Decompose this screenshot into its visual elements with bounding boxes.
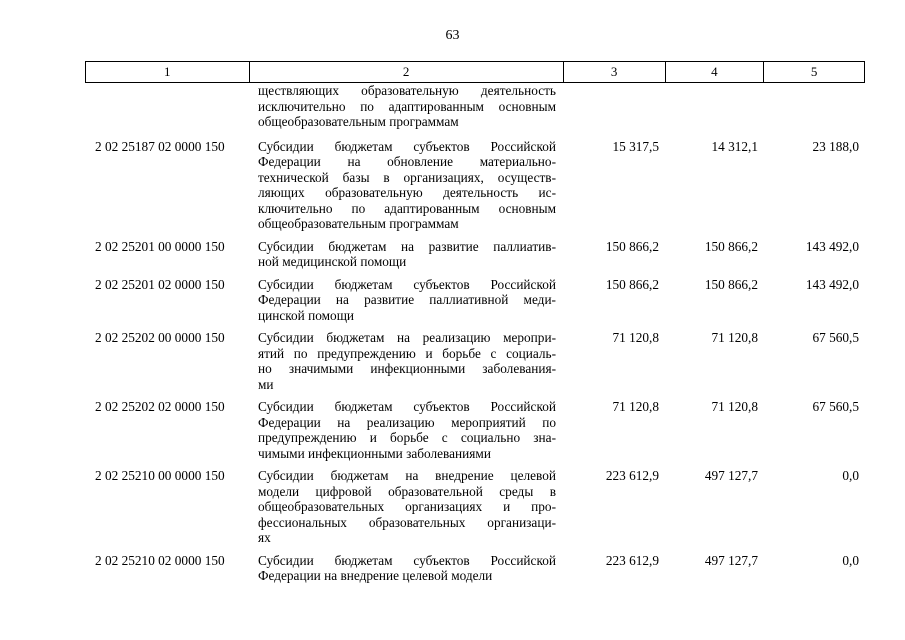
value-col-5: 0,0 — [842, 468, 859, 483]
budget-code: 2 02 25201 00 0000 150 — [95, 238, 225, 254]
value-col-4: 71 120,8 — [711, 330, 758, 345]
description-line: ключительно по адаптированным основным — [258, 200, 556, 216]
value-col-4: 497 127,7 — [704, 552, 758, 568]
value-col-5: 67 560,5 — [812, 399, 859, 414]
description-line: исключительно по адаптированным основным — [258, 98, 556, 114]
table-row — [85, 239, 865, 270]
column-header-4: 4 — [665, 62, 764, 82]
description-line: ляющих образовательную деятельность ис- — [258, 185, 556, 200]
value-col-4: 71 120,8 — [711, 399, 758, 414]
value-col-5: 143 492,0 — [805, 238, 859, 254]
description-line: чимыми инфекционными заболеваниями — [258, 445, 491, 461]
description-line: цинской помощи — [258, 307, 355, 323]
budget-table — [85, 61, 865, 591]
value-col-5: 67 560,5 — [812, 330, 859, 345]
table-row — [85, 553, 865, 584]
value-col-3: 223 612,9 — [605, 552, 659, 568]
description-line: Субсидии бюджетам субъектов Российской — [258, 138, 556, 154]
value-col-3 — [563, 83, 665, 130]
column-header-5: 5 — [763, 62, 864, 82]
value-col-5: 143 492,0 — [805, 276, 859, 292]
budget-code — [85, 83, 248, 130]
table-row — [85, 277, 865, 324]
description-line: технической базы в организациях, осуществ- — [258, 169, 556, 185]
description — [248, 239, 563, 270]
budget-code: 2 02 25210 00 0000 150 — [95, 468, 225, 483]
description — [248, 83, 563, 130]
value-col-4: 150 866,2 — [704, 276, 758, 292]
description-line: модели цифровой образовательной среды в — [258, 483, 556, 499]
value-col-5 — [764, 83, 865, 130]
description-line: Субсидии бюджетам на развитие паллиатив- — [258, 238, 556, 254]
value-col-3: 150 866,2 — [605, 276, 659, 292]
value-col-3: 15 317,5 — [612, 138, 659, 154]
description-line: общеобразовательным программам — [258, 114, 459, 129]
description-line: Субсидии бюджетам субъектов Российской — [258, 399, 556, 414]
description-line: фессиональных образовательных организаци- — [258, 514, 556, 530]
value-col-4: 497 127,7 — [704, 468, 758, 483]
value-col-5: 23 188,0 — [812, 138, 859, 154]
description-line: ной медицинской помощи — [258, 254, 407, 269]
column-header-1: 1 — [164, 64, 171, 79]
description-line: общеобразовательных организациях и про- — [258, 499, 556, 514]
table-row — [85, 399, 865, 461]
description-line: Субсидии бюджетам на внедрение целевой — [258, 468, 556, 483]
value-col-3: 150 866,2 — [605, 238, 659, 254]
budget-code: 2 02 25201 02 0000 150 — [95, 276, 225, 292]
table-body — [85, 83, 865, 584]
description-line: но значимыми инфекционными заболевания- — [258, 361, 556, 376]
description-line: Субсидии бюджетам на реализацию меропри- — [258, 330, 556, 345]
description-line: ми — [258, 376, 274, 392]
page-number: 63 — [445, 28, 460, 43]
description-line: Федерации на развитие паллиативной меди- — [258, 292, 556, 307]
description — [248, 139, 563, 232]
column-header-3: 3 — [563, 62, 665, 82]
description — [248, 330, 563, 392]
value-col-3: 223 612,9 — [605, 468, 659, 483]
description-line: Федерации на внедрение целевой модели — [258, 568, 493, 583]
value-col-3: 71 120,8 — [612, 399, 659, 414]
description-line: предупреждению и борьбе с социально зна- — [258, 430, 556, 445]
description — [248, 468, 563, 546]
table-row — [85, 468, 865, 546]
description-line: ях — [258, 530, 271, 545]
budget-code: 2 02 25202 02 0000 150 — [95, 399, 225, 414]
description-line: ятий по предупреждению и борьбе с социаль- — [258, 345, 556, 361]
value-col-4 — [665, 83, 764, 130]
table-row — [85, 330, 865, 392]
value-col-3: 71 120,8 — [612, 330, 659, 345]
table-row — [85, 139, 865, 232]
description-line: Субсидии бюджетам субъектов Российской — [258, 276, 556, 292]
column-header-2: 2 — [249, 62, 563, 82]
table-header-row — [85, 61, 865, 83]
value-col-5: 0,0 — [842, 552, 859, 568]
description — [248, 553, 563, 584]
description — [248, 399, 563, 461]
value-col-4: 14 312,1 — [711, 138, 758, 154]
description-line: Субсидии бюджетам субъектов Российской — [258, 552, 556, 568]
value-col-4: 150 866,2 — [704, 238, 758, 254]
description-line: Федерации на реализацию мероприятий по — [258, 414, 556, 430]
budget-code: 2 02 25202 00 0000 150 — [95, 330, 225, 345]
description-line: Федерации на обновление материально- — [258, 154, 556, 169]
description — [248, 277, 563, 324]
budget-code: 2 02 25187 02 0000 150 — [95, 138, 225, 154]
description-line: ществляющих образовательную деятельность — [258, 83, 556, 98]
table-row — [85, 83, 865, 130]
budget-code: 2 02 25210 02 0000 150 — [95, 552, 225, 568]
description-line: общеобразовательным программам — [258, 216, 459, 231]
